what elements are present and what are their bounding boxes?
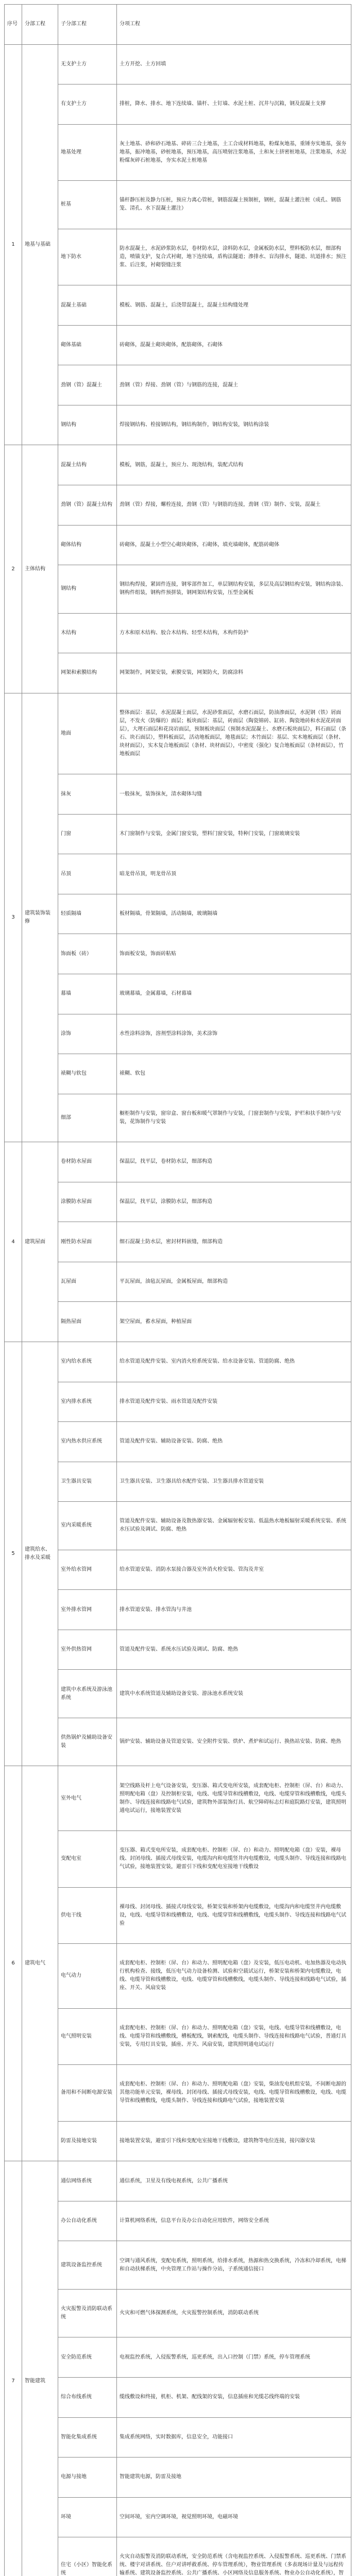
- subdivision-name: 地基处理: [58, 124, 117, 181]
- division-name: 建筑装饰装修: [22, 693, 58, 1142]
- subdivision-name: 建筑设备监控系统: [58, 2241, 117, 2290]
- subdivision-name: 办公自动化系统: [58, 2201, 117, 2241]
- item-list: 火灾和可燃气体探测系统，火灾报警控制系统，消防联动系统: [117, 2289, 351, 2337]
- division-number: 5: [5, 1342, 22, 1766]
- division-number: 3: [5, 693, 22, 1142]
- item-list: 砖砌体，混凝土砌块砌体，配筋砌体，石砌体: [117, 325, 351, 365]
- item-list: 灰土地基、砂和砂石地基、碎砖三合土地基，土工合成材料地基，粉煤灰地基，重锤夯实地基，强夯地基，振冲地基，砂桩地基，预压地基，高压喷射注浆地基，土和灰土挤密桩地基，注浆地基，水泥粉煤灰碎石桩地基，夯实水泥土桩地基: [117, 124, 351, 181]
- subdivision-name: 涂饰: [58, 1014, 117, 1054]
- division-name: 建筑电气: [22, 1766, 58, 2161]
- division-table: [4, 4, 351, 2576]
- subdivision-name: 室外给水管网: [58, 1550, 117, 1590]
- subdivision-name: 供电干线: [58, 1887, 117, 1944]
- subdivision-name: 室内采暖系统: [58, 1502, 117, 1550]
- item-list: 水性涂料涂饰，溶剂型涂料涂饰，美术涂饰: [117, 1014, 351, 1054]
- item-list: 暗龙骨吊顶，明龙骨吊顶: [117, 854, 351, 894]
- item-list: 架空屋面，蓄水屋面，种植屋面: [117, 1302, 351, 1342]
- item-list: 建筑中水系统管道及辅助设备安装、游泳池水系统安装: [117, 1670, 351, 1718]
- subdivision-name: 综合布线系统: [58, 2377, 117, 2417]
- item-list: 排水管道及配件安装、雨水管道及配件安装: [117, 1382, 351, 1422]
- header-row: [5, 5, 351, 45]
- item-list: 计算机网络系统，信息平台及办公自动化应用软件，网络安全系统: [117, 2201, 351, 2241]
- subdivision-name: 电源与接地: [58, 2458, 117, 2498]
- table-body: [5, 44, 351, 2576]
- subdivision-name: 抹灰: [58, 774, 117, 815]
- item-list: 集成系统网络，实时数据库，信息安全，功能接口: [117, 2417, 351, 2458]
- subdivision-name: 室外供热管网: [58, 1630, 117, 1670]
- item-list: 锚杆静压桩及静力压桩，预应力离心管桩，钢筋混凝土预制桩，钢桩，混凝土灌注桩（成孔、钢筋笼、清孔、水下混凝土灌注）: [117, 181, 351, 229]
- item-list: 板材隔墙，骨架隔墙，活动隔墙，玻璃隔墙: [117, 894, 351, 934]
- header-subdivision: 子分部工程: [58, 5, 117, 45]
- item-list: 模板、钢筋、混凝土，后浇带混凝土，混凝土结构缝处理: [117, 285, 351, 326]
- division-number: 6: [5, 1766, 22, 2161]
- item-list: 一般抹灰，装饰抹灰，清水砌体勾缝: [117, 774, 351, 815]
- division-name: 地基与基础: [22, 44, 58, 445]
- item-list: 保温层，找平层，涂膜防水层，细部构造: [117, 1182, 351, 1222]
- division-number: 4: [5, 1142, 22, 1342]
- subdivision-name: 钢结构: [58, 565, 117, 614]
- division-number: 2: [5, 445, 22, 693]
- item-list: 平瓦屋面，油毡瓦屋面，金属板屋面，细部构造: [117, 1262, 351, 1302]
- subdivision-name: 智能化集成系统: [58, 2417, 117, 2458]
- item-list: 裸母线、封闭母线、插接式母线安装，桥架安装和桥架内电缆敷设，电缆沟内和电缆竖井内电缆敷设，电线、电缆导管和线槽敷设，电线、电缆穿管和线槽敷线，电缆头制作、导线连接和线路电气试验: [117, 1887, 351, 1944]
- table-row: [5, 445, 351, 485]
- division-name: 建筑给水、排水及采暖: [22, 1342, 58, 1766]
- item-list: 缆线敷设和终接，机柜、机架、配线架的安装，信息插座和光缆芯线终端的安装: [117, 2377, 351, 2417]
- item-list: 细石混凝土防水层，密封材料嵌缝，细部构造: [117, 1222, 351, 1262]
- item-list: 智能建筑电源，防雷及接地: [117, 2458, 351, 2498]
- subdivision-name: 火灾报警及消防联动系统: [58, 2289, 117, 2337]
- subdivision-name: 电气照明安装: [58, 2008, 117, 2065]
- item-list: 方木和原木结构、胶合木结构、轻型木结构，木构件防护: [117, 613, 351, 653]
- item-list: 保温层，找平层，卷材防水层，细部构造: [117, 1142, 351, 1182]
- subdivision-name: 裱糊与软包: [58, 1054, 117, 1094]
- subdivision-name: 地面: [58, 693, 117, 774]
- division-name: 主体结构: [22, 445, 58, 693]
- item-list: 成套配电柜、控制柜（屏、台）和动力、照明配电箱（盘）安装，电线、电缆导管和线槽敷设，电线、电缆导管和线槽敷线，槽板配线，钢索配线，电缆头制作、导线连接和线路电气试验，普通灯具安装，专用灯具安装，插座、开关、风扇安装，建筑照明通电试运行: [117, 2008, 351, 2065]
- subdivision-name: 环境: [58, 2497, 117, 2537]
- table-row: [5, 1142, 351, 1182]
- item-list: 管道及配件安装、系统水压试验及调试、防腐、绝热: [117, 1630, 351, 1670]
- item-list: 空调与通风系统，变配电系统，照明系统，给排水系统，热源和热交换系统，冷冻和冷却系统，电梯和自动扶梯系统，中央管理工作站与操作分站，子系统通信接口: [117, 2241, 351, 2290]
- item-list: 焊接钢结构、栓接钢结构，钢结构制作，钢结构安装，钢结构涂装: [117, 405, 351, 445]
- subdivision-name: 无支护土方: [58, 44, 117, 84]
- item-list: 钢结构焊接，紧固件连接，钢零部件加工，单层钢结构安装，多层及高层钢结构安装，钢结构涂装、钢构件组装，钢构件预拼装，钢网架结构安装，压型金属板: [117, 565, 351, 614]
- subdivision-name: 饰面板（砖）: [58, 934, 117, 974]
- item-list: 成套配电柜、控制柜（屏、台）和动力、照明配电箱（盘）及安装，低压电动机、电加热器及电动执行机构检查、接线，低压电气动力设备检测、试验和空载试运行，桥架安装和桥架内电缆敷设，电线、电缆导管和线槽敷设，电线、电缆穿管和线槽敷线，电缆头制作、导线连接和线路电气试验，插座、开关、风扇安装: [117, 1944, 351, 2009]
- item-list: 架空线路及杆上电气设备安装，变压器、箱式变电所安装，成套配电柜、控制柜（屏、台）和动力、照明配电箱（盘）及控制柜安装，电线、电缆导管和线槽敷设，电线、电缆穿管和线槽敷线，电缆头制作、导线连接和线路电气试验，建筑物外部装饰灯具、航空障碍标志灯和庭院路灯安装，建筑照明通电试运行，接地装置安装: [117, 1766, 351, 1831]
- item-list: 土方开挖、土方回填: [117, 44, 351, 84]
- item-list: 砖砌体，混凝土小型空心砌块砌体，石砌体，填充墙砌体，配筋砖砌体: [117, 525, 351, 565]
- table-row: [5, 44, 351, 84]
- item-list: 木门窗制作与安装，金属门窗安装，塑料门窗安装，特种门安装，门窗玻璃安装: [117, 814, 351, 854]
- subdivision-name: 劲钢（管）混凝土: [58, 365, 117, 405]
- subdivision-name: 安全防范系统: [58, 2337, 117, 2378]
- subdivision-name: 混凝土结构: [58, 445, 117, 485]
- subdivision-name: 防雷及接地安装: [58, 2121, 117, 2161]
- subdivision-name: 室外排水管网: [58, 1590, 117, 1630]
- item-list: 模板，钢筋，混凝土，预应力、现浇结构，装配式结构: [117, 445, 351, 485]
- subdivision-name: 刚性防水屋面: [58, 1222, 117, 1262]
- division-name: 建筑屋面: [22, 1142, 58, 1342]
- division-number: 7: [5, 2161, 22, 2576]
- subdivision-name: 室内排水系统: [58, 1382, 117, 1422]
- item-list: 玻璃幕墙，金属幕墙，石材幕墙: [117, 974, 351, 1014]
- subdivision-name: 幕墙: [58, 974, 117, 1014]
- item-list: 卫生器具安装、卫生器具给水配件安装、卫生器具排水管道安装: [117, 1462, 351, 1502]
- item-list: 裱糊、软包: [117, 1054, 351, 1094]
- item-list: 管道及配件安装、辅助设备安装、防腐、绝热: [117, 1422, 351, 1462]
- item-list: 火灾自动报警及消防联动系统，安全防范系统（含电视监控系统、入侵报警系统、巡更系统、门禁系统、楼宇对讲系统、住户对讲呼救系统、停车管理系统），物业管理系统（多表现场计量及与远程传输系统、建筑设备监控系统、公共广播系统、小区网络及信息服务系统、物业办公自动化系统），智: [117, 2537, 351, 2576]
- subdivision-name: 住宅（小区）智能化系统: [58, 2537, 117, 2576]
- item-list: 排水管道安装、排水管沟与井池: [117, 1590, 351, 1630]
- subdivision-name: 涂膜防水屋面: [58, 1182, 117, 1222]
- item-list: 电视监控系统，入侵报警系统，巡更系统，出入口控制（门禁）系统，停车管理系统: [117, 2337, 351, 2378]
- item-list: 劲钢（管）焊接、劲钢（管）与钢筋的连接，混凝土: [117, 365, 351, 405]
- item-list: 网架制作，网架安装，索膜安装，网架防火，防腐涂料: [117, 653, 351, 693]
- division-number: 1: [5, 44, 22, 445]
- item-list: 给水管道及配件安装、室内消火栓系统安装、给水设备安装、管道防腐、绝热: [117, 1342, 351, 1382]
- subdivision-name: 建筑中水系统及游泳池系统: [58, 1670, 117, 1718]
- division-name: 智能建筑: [22, 2161, 58, 2576]
- subdivision-name: 电气动力: [58, 1944, 117, 2009]
- subdivision-name: 室内给水系统: [58, 1342, 117, 1382]
- item-list: 接地装置安装，避雷引下线和变配电室接地干线敷设，建筑物等电位连接，接闪器安装: [117, 2121, 351, 2161]
- item-list: 空间环境，室内空调环境，视觉照明环境，电磁环境: [117, 2497, 351, 2537]
- subdivision-name: 有支护土方: [58, 84, 117, 125]
- subdivision-name: 卷材防水屋面: [58, 1142, 117, 1182]
- table-row: [5, 693, 351, 774]
- subdivision-name: 砌体结构: [58, 525, 117, 565]
- item-list: 通信系统，卫星及有线电视系统，公共广播系统: [117, 2161, 351, 2201]
- item-list: 给水管道安装、消防水泵接合器及室外消火栓安装、管沟及井室: [117, 1550, 351, 1590]
- subdivision-name: 通信网络系统: [58, 2161, 117, 2201]
- item-list: 橱柜制作与安装，窗帘盒、窗台板和暖气罩制作与安装，门窗套制作与安装，护栏和扶手制作与安装，花饰制作与安装: [117, 1094, 351, 1142]
- subdivision-name: 劲钢（管）混凝土结构: [58, 485, 117, 526]
- item-list: 成套配电柜、控制柜（屏、台）和动力、照明配电箱（盘）安装，柴油发电机组安装，不间断电源的其他功能单元安装，裸母线、封闭母线、插接式母线安装，电线、电缆导管和线槽敷设，电线、电缆导管和线槽敷线，电缆头制作、导线连接和线路电气试验，接地装置安装: [117, 2065, 351, 2122]
- item-list: 劲钢（管）焊接，螺栓连接，劲钢（管）与钢筋的连接，劲钢（管）制作、安装，混凝土: [117, 485, 351, 526]
- subdivision-name: 砌体基础: [58, 325, 117, 365]
- item-list: 排桩，降水、排水、地下连续墙、锚杆、土钉墙、水泥土桩、沉井与沉箱，钢及混凝土支撑: [117, 84, 351, 125]
- item-list: 饰面板安装，饰面砖粘贴: [117, 934, 351, 974]
- table-row: [5, 2161, 351, 2201]
- subdivision-name: 木结构: [58, 613, 117, 653]
- subdivision-name: 钢结构: [58, 405, 117, 445]
- item-list: 防水混凝土，水泥砂浆防水层，卷材防水层，涂料防水层，金属板防水层，塑料板防水层，细部构造，喷锚支护，复合式衬砌，地下连续墙，盾构法隧道；渗排水、盲沟排水，隧道、坑道排水；预注浆、后注浆，衬砌裂缝注浆: [117, 229, 351, 285]
- subdivision-name: 门窗: [58, 814, 117, 854]
- item-list: 变压器、箱式变电所安装，成套配电柜、控制柜（屏、台）和动力、照明配电箱（盘）安装，裸母线、封闭母线、插接式母线安装，电缆沟内和电缆竖井内电缆敷设，电缆头制作、导线连接和线路电气试验，接地装置安装，避雷引下线和变配电室接地干线敷设: [117, 1831, 351, 1887]
- item-list: 管道及配件安装、辅助设备及散热器安装、金属辐射板安装、低温热水地板辐射采暖系统安装、系统水压试验及调试、防腐、绝热: [117, 1502, 351, 1550]
- subdivision-name: 轻质隔墙: [58, 894, 117, 934]
- subdivision-name: 混凝土基础: [58, 285, 117, 326]
- table-row: [5, 1766, 351, 1831]
- header-items: 分项工程: [117, 5, 351, 45]
- subdivision-name: 隔热屋面: [58, 1302, 117, 1342]
- header-no: 序号: [5, 5, 22, 45]
- item-list: 锅炉安装、辅助设备及管道安装、安全附件安装、烘炉、煮炉和试运行、换热站安装、防腐、绝热: [117, 1718, 351, 1766]
- subdivision-name: 供热锅炉及辅助设备安装: [58, 1718, 117, 1766]
- item-list: 整体面层：基层，水泥混凝土面层，水泥砂浆面层，水磨石面层，防油渗面层，水泥钢（铁）屑面层，不发火（防爆的）面层；板块面层：基层，砖面层（陶瓷锦砖、缸砖、陶瓷地砖和水泥花砖面层），大理石面层和花岗岩面层，预制板块面层（预制水泥混凝土、水磨石板块面层），料石面层（条石、块石面层），塑料板面层，活动地板面层，地毯面层；木竹面层：基层、实木地板面层（条材、块材面层），实木复合地板面层（条材、块材面层），中密度（强化）复合地板面层（条材面层），竹地板面层: [117, 693, 351, 774]
- subdivision-name: 室外电气: [58, 1766, 117, 1831]
- subdivision-name: 备用和不间断电源安装: [58, 2065, 117, 2122]
- subdivision-name: 室内热水供应系统: [58, 1422, 117, 1462]
- table-row: [5, 1342, 351, 1382]
- subdivision-name: 吊顶: [58, 854, 117, 894]
- subdivision-name: 卫生器具安装: [58, 1462, 117, 1502]
- subdivision-name: 网架和索膜结构: [58, 653, 117, 693]
- subdivision-name: 瓦屋面: [58, 1262, 117, 1302]
- subdivision-name: 变配电室: [58, 1831, 117, 1887]
- subdivision-name: 桩基: [58, 181, 117, 229]
- header-division: 分部工程: [22, 5, 58, 45]
- subdivision-name: 细部: [58, 1094, 117, 1142]
- subdivision-name: 地下防水: [58, 229, 117, 285]
